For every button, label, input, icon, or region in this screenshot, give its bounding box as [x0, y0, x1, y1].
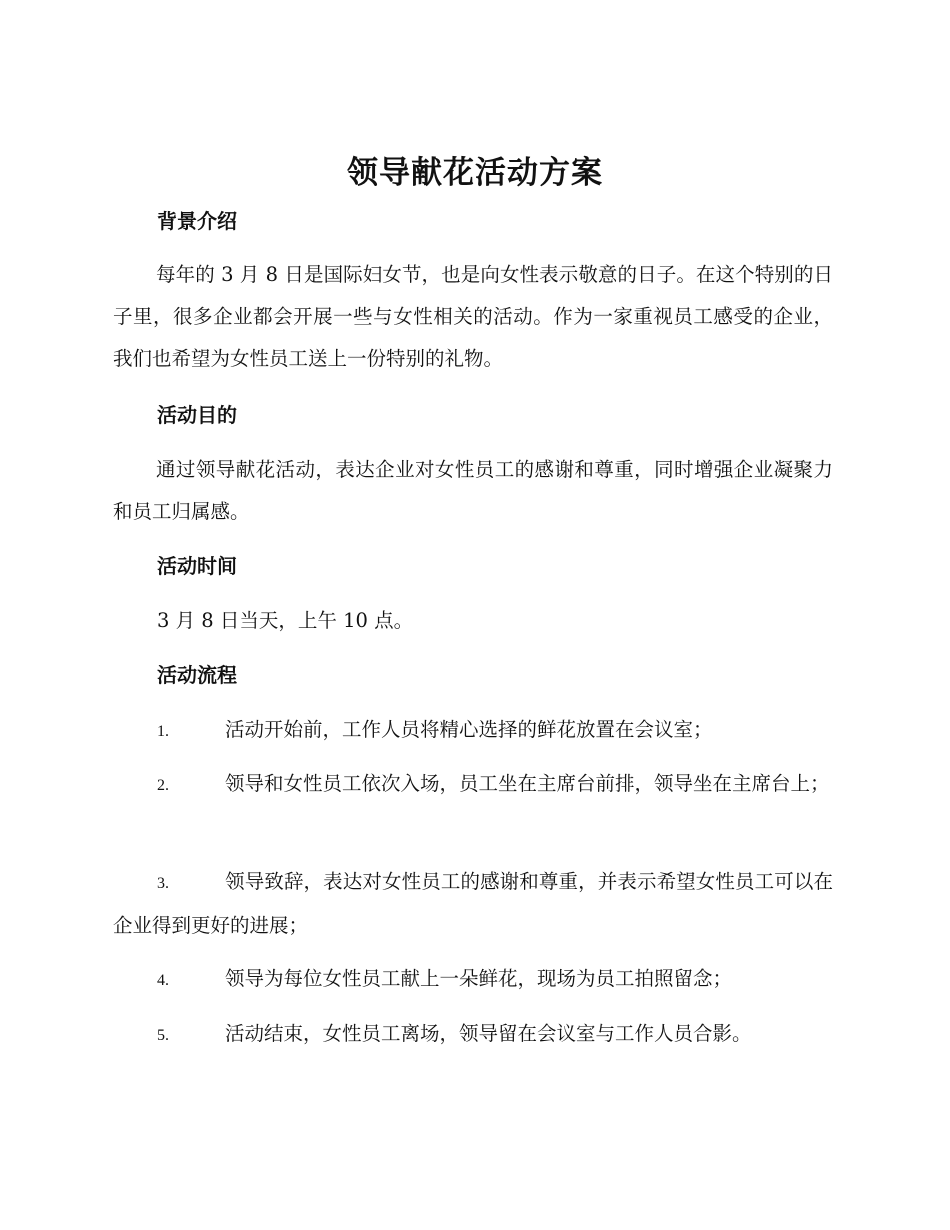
list-item-text: 活动结束，女性员工离场，领导留在会议室与工作人员合影。: [225, 1022, 752, 1045]
list-item-text: 领导和女性员工依次入场，员工坐在主席台前排，领导坐在主席台上；: [225, 772, 830, 795]
section-body-time: 3 月 8 日当天，上午 10 点。: [157, 609, 414, 632]
list-item-number: 4.: [157, 972, 169, 989]
list-item-number: 1.: [157, 723, 169, 740]
list-item: [113, 861, 833, 947]
section-body-background: 每年的 3 月 8 日是国际妇女节，也是向女性表示敬意的日子。在这个特别的日子里，很多企业都会开展一些与女性相关的活动。作为一家重视员工感受的企业，我们也希望为女性员工送上一份特别的礼物。: [113, 263, 833, 370]
document-title: 领导献花活动方案: [347, 155, 603, 191]
section-heading-process: 活动流程: [157, 663, 237, 687]
list-item-text: 活动开始前，工作人员将精心选择的鲜花放置在会议室；: [225, 718, 713, 741]
list-item: [113, 763, 833, 807]
list-item: [113, 1013, 833, 1057]
list-item-number: 2.: [157, 777, 169, 794]
section-heading-purpose: 活动目的: [157, 403, 237, 427]
section-heading-time: 活动时间: [157, 554, 237, 578]
list-item-number: 3.: [157, 875, 169, 892]
list-item: [113, 958, 833, 1002]
list-item-text: 领导为每位女性员工献上一朵鲜花，现场为员工拍照留念；: [225, 967, 733, 990]
list-item: [113, 709, 833, 753]
section-body-purpose: 通过领导献花活动，表达企业对女性员工的感谢和尊重，同时增强企业凝聚力和员工归属感。: [113, 458, 833, 523]
list-item-number: 5.: [157, 1027, 169, 1044]
section-heading-background: 背景介绍: [157, 209, 237, 233]
list-item-text: 领导致辞，表达对女性员工的感谢和尊重，并表示希望女性员工可以在企业得到更好的进展；: [113, 870, 833, 937]
